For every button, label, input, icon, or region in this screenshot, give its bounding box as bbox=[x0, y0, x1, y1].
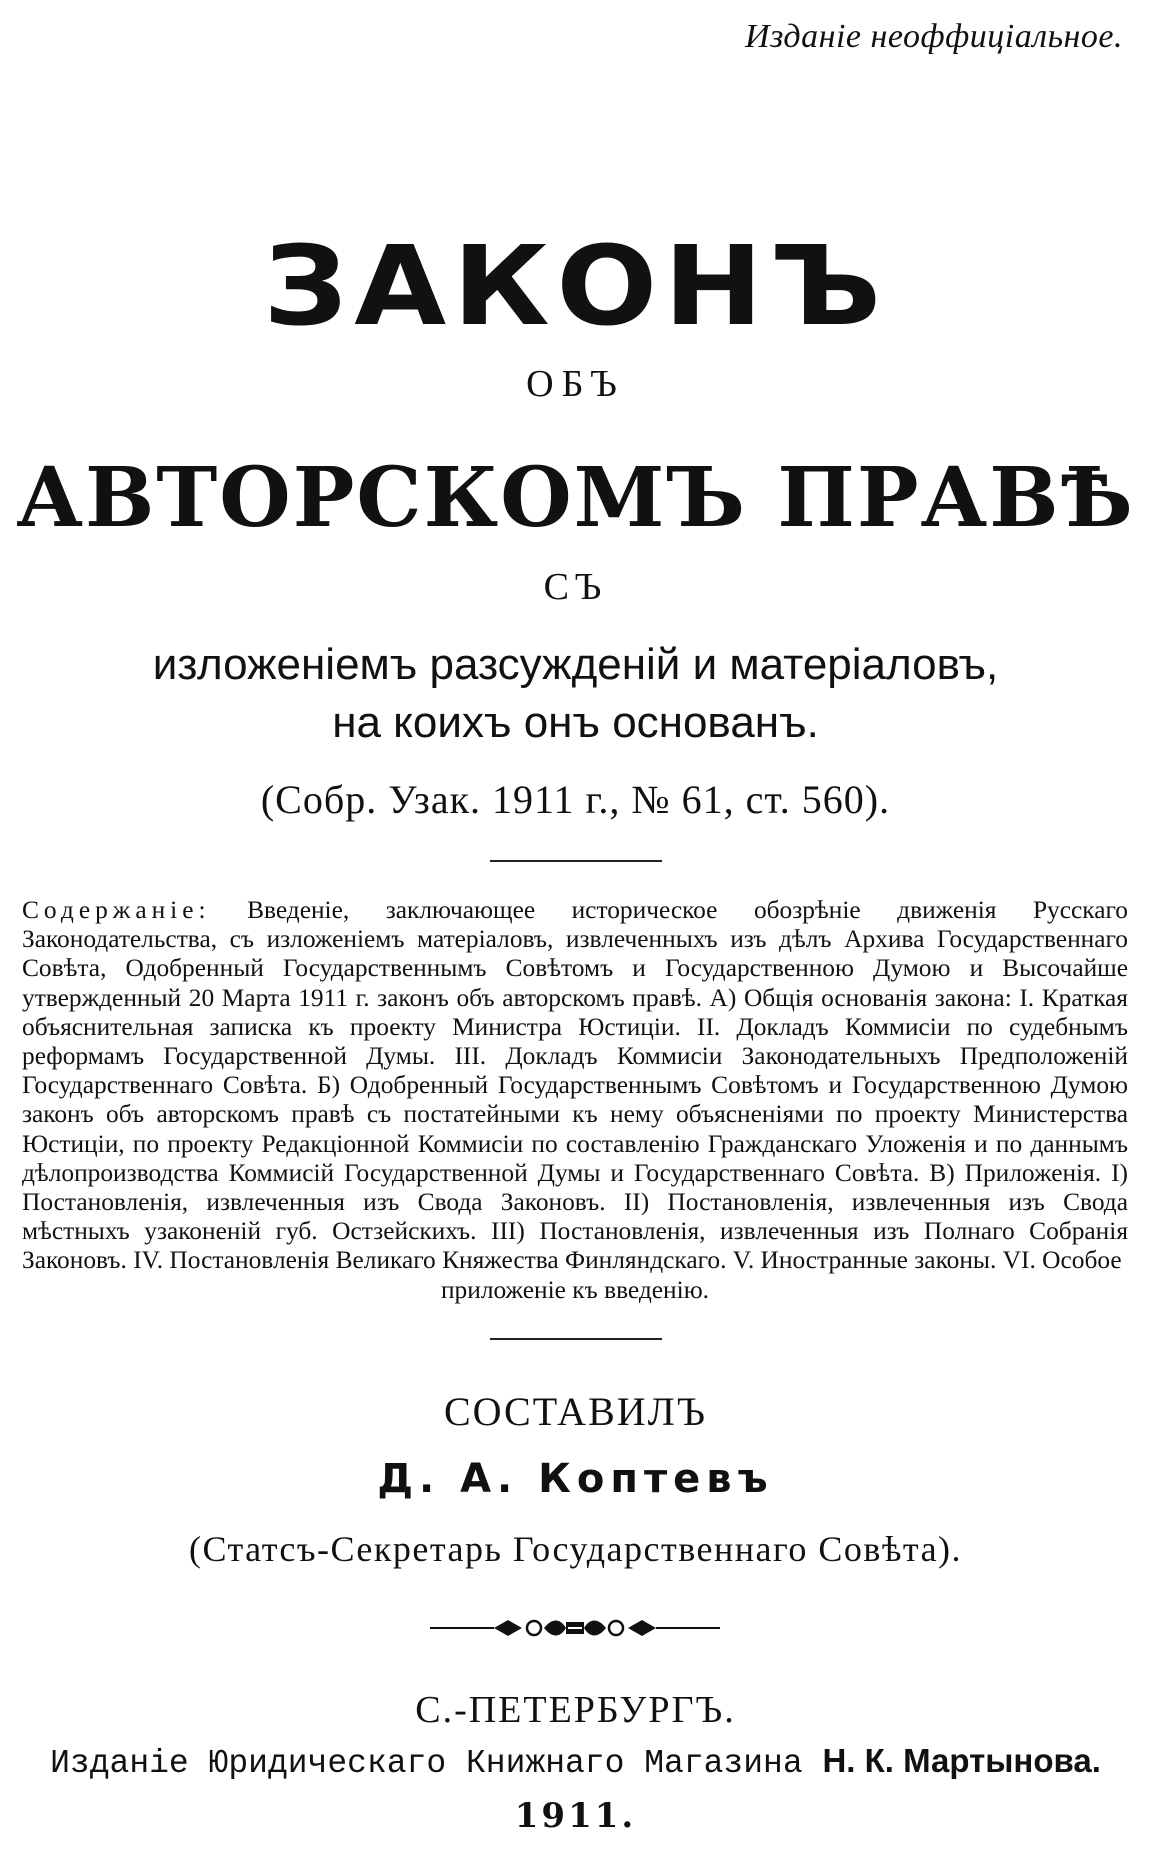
contents-label: Содержаніе: bbox=[22, 896, 211, 924]
divider-rule bbox=[490, 1338, 662, 1340]
law-citation: (Собр. Узак. 1911 г., № 61, ст. 560). bbox=[260, 777, 891, 822]
title-description-line2: на коихъ онъ основанъ. bbox=[332, 698, 819, 747]
contents-text: Введеніе, заключающее историческое обозрѣніе движенія Русскаго Законодательства, съ изложеніемъ матеріаловъ, извлеченныхъ изъ дѣлъ Архива Государственнаго Совѣта, Одобренный Государственнымъ Совѣтомъ и Государственною Думою и Высочайше утвержденный 20 Марта 1911 г. законъ объ авторскомъ правѣ. А) Общія основанія закона: I. Краткая объяснительная записка къ проекту Министра Юстиціи. II. Докладъ Коммисіи по судебнымъ реформамъ Государственной Думы. III. Докладъ Коммисіи Законодательныхъ Предположеній Государственнаго Совѣта. Б) Одобренный Государственнымъ Совѣтомъ и Государственною Думою законъ объ авторскомъ правѣ съ постатейными къ нему объясненіями по проекту Министерства Юстиціи, по проекту Редакціонной Коммисіи по составленію Гражданскаго Уложенія и по даннымъ дѣлопроизводства Коммисій Государственной Думы и Государственнаго Совѣта. В) Приложенія. I) Постановленія, извлеченныя изъ Свода Законовъ. II) Постановленія, извлеченныя изъ Свода мѣстныхъ узаконеній губ. Остзейскихъ. III) Постановленія, извлеченныя изъ Полнаго Собранія Законовъ. IV. Постановленія Великаго Княжества Финляндскаго. V. Иностранные законы. VI. Особое bbox=[22, 896, 1128, 1275]
ornament-icon bbox=[430, 1608, 720, 1648]
compiled-label: СОСТАВИЛЪ bbox=[444, 1389, 707, 1434]
divider-rule bbox=[490, 860, 662, 862]
title-main: ЗАКОНЪ bbox=[263, 222, 888, 350]
edition-note: Изданіе неоффиціальное. bbox=[745, 18, 1123, 55]
publisher-prefix: Изданіе Юридическаго Книжнаго Магазина bbox=[50, 1745, 803, 1782]
title-subject: АВТОРСКОМЪ ПРАВѢ bbox=[16, 450, 1135, 546]
contents-text-last-line: приложеніе къ введенію. bbox=[440, 1275, 710, 1304]
author-name: Д. А. Коптевъ bbox=[377, 1456, 774, 1502]
title-s: СЪ bbox=[543, 566, 608, 608]
imprint-year: 1911. bbox=[514, 1796, 637, 1836]
author-title: (Статсъ-Секретарь Государственнаго Совѣта). bbox=[188, 1529, 963, 1569]
contents-paragraph bbox=[22, 896, 1128, 1305]
imprint-city: С.-ПЕТЕРБУРГЪ. bbox=[415, 1689, 736, 1731]
title-ob: ОБЪ bbox=[526, 363, 625, 405]
imprint-publisher bbox=[0, 1742, 1151, 1782]
title-description-line1: изложеніемъ разсужденій и матеріаловъ, bbox=[152, 640, 999, 689]
publisher-name: Н. К. Мартынова. bbox=[822, 1742, 1101, 1779]
